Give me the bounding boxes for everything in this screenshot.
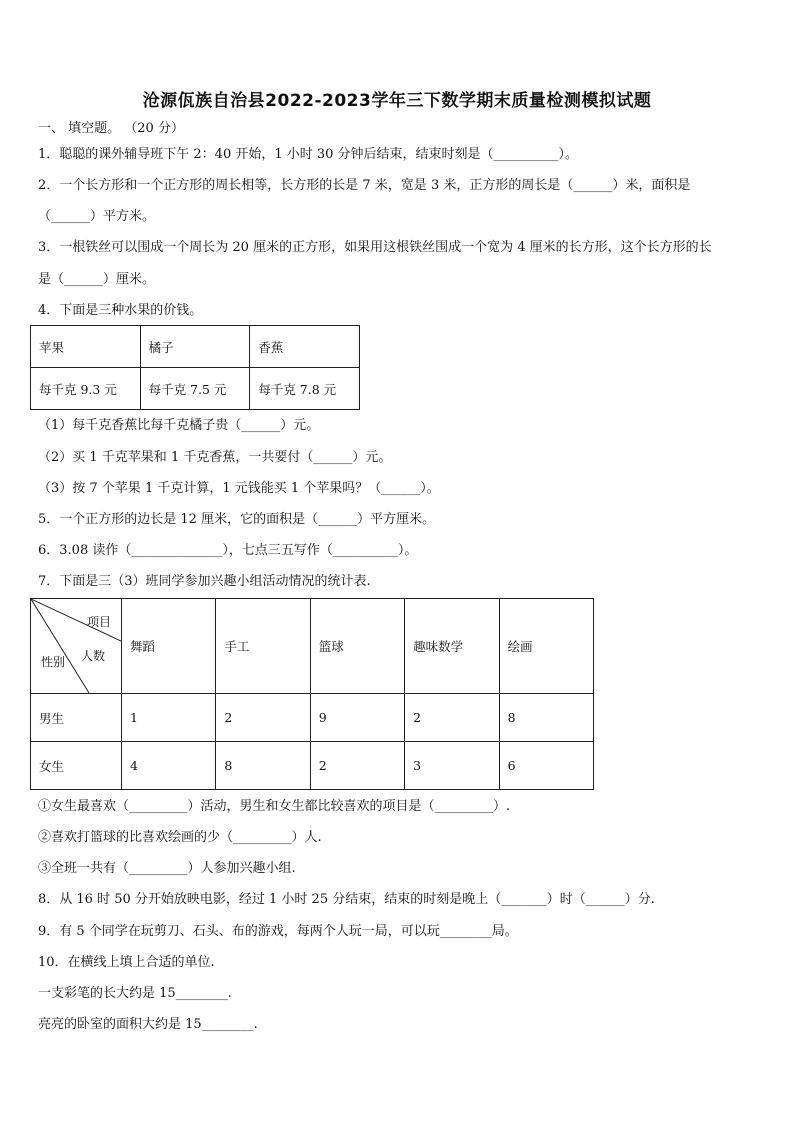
question-7-part-3: ③全班一共有（_________）人参加兴趣小组. <box>38 861 296 876</box>
table-row <box>31 694 594 742</box>
question-4-part-1: （1）每千克香蕉比每千克橘子贵（______）元。 <box>38 418 320 433</box>
question-4: 4．下面是三种水果的价钱。 <box>38 303 203 318</box>
question-5: 5．一个正方形的边长是 12 厘米，它的面积是（______）平方厘米。 <box>38 512 436 527</box>
question-7-part-2: ②喜欢打篮球的比喜欢绘画的少（_________）人. <box>38 830 322 845</box>
table-cell: 1 <box>122 694 216 742</box>
table-cell: 4 <box>122 742 216 790</box>
corner-label-gender: 性别 <box>41 655 66 669</box>
corner-label-item: 项目 <box>87 615 112 629</box>
fruit-header-cell: 苹果 <box>31 326 141 368</box>
section-heading: 一、 填空题。 （20 分） <box>38 121 184 136</box>
table-cell: 8 <box>216 742 310 790</box>
question-2-line-1: 2．一个长方形和一个正方形的周长相等，长方形的长是 7 米，宽是 3 米，正方形的周长是（______）米，面积是 <box>38 178 691 193</box>
diagonal-header-cell <box>31 599 122 694</box>
table-cell: 3 <box>405 742 499 790</box>
row-label: 女生 <box>31 742 122 790</box>
table-row <box>31 742 594 790</box>
table-cell: 2 <box>310 742 404 790</box>
column-header: 舞蹈 <box>122 599 216 694</box>
question-3-line-1: 3．一根铁丝可以围成一个周长为 20 厘米的正方形，如果用这根铁丝围成一个宽为 4 厘米的长方形，这个长方形的长 <box>38 240 712 255</box>
table-cell: 6 <box>499 742 593 790</box>
fruit-price-table <box>30 325 360 410</box>
fruit-header-cell: 香蕉 <box>250 326 360 368</box>
table-cell: 8 <box>499 694 593 742</box>
page-title: 沧源佤族自治县2022-2023学年三下数学期末质量检测模拟试题 <box>142 91 652 111</box>
fruit-price-cell: 每千克 7.8 元 <box>250 368 360 410</box>
question-2-line-2: （______）平方米。 <box>38 209 156 224</box>
question-4-part-2: （2）买 1 千克苹果和 1 千克香蕉，一共要付（______）元。 <box>38 450 392 465</box>
column-header: 绘画 <box>499 599 593 694</box>
fruit-price-cell: 每千克 9.3 元 <box>31 368 141 410</box>
column-header: 篮球 <box>310 599 404 694</box>
question-9: 9．有 5 个同学在玩剪刀、石头、布的游戏，每两个人玩一局，可以玩________局。 <box>38 924 518 939</box>
question-7: 7．下面是三（3）班同学参加兴趣小组活动情况的统计表. <box>38 574 371 589</box>
column-header: 趣味数学 <box>405 599 499 694</box>
question-10: 10．在横线上填上合适的单位. <box>38 955 215 970</box>
table-cell: 9 <box>310 694 404 742</box>
question-3-line-2: 是（______）厘米。 <box>38 272 156 287</box>
table-cell: 2 <box>216 694 310 742</box>
table-cell: 2 <box>405 694 499 742</box>
row-label: 男生 <box>31 694 122 742</box>
question-8: 8．从 16 时 50 分开始放映电影，经过 1 小时 25 分结束，结束的时刻是晚上（_______）时（______）分. <box>38 892 655 907</box>
column-header: 手工 <box>216 599 310 694</box>
interest-group-table <box>30 598 594 790</box>
question-4-part-3: （3）按 7 个苹果 1 千克计算，1 元钱能买 1 个苹果吗？（______）。 <box>38 481 440 496</box>
fruit-price-cell: 每千克 7.5 元 <box>140 368 250 410</box>
question-10-part-1: 一支彩笔的长大约是 15________. <box>38 986 232 1001</box>
fruit-header-cell: 橘子 <box>140 326 250 368</box>
question-7-part-1: ①女生最喜欢（_________）活动，男生和女生都比较喜欢的项目是（_________）. <box>38 799 511 814</box>
question-1: 1．聪聪的课外辅导班下午 2：40 开始，1 小时 30 分钟后结束，结束时刻是（__________）。 <box>38 147 579 162</box>
question-6: 6．3.08 读作（______________），七点三五写作（__________）。 <box>38 543 418 558</box>
corner-label-count: 人数 <box>81 649 106 663</box>
question-10-part-2: 亮亮的卧室的面积大约是 15________. <box>38 1017 258 1032</box>
